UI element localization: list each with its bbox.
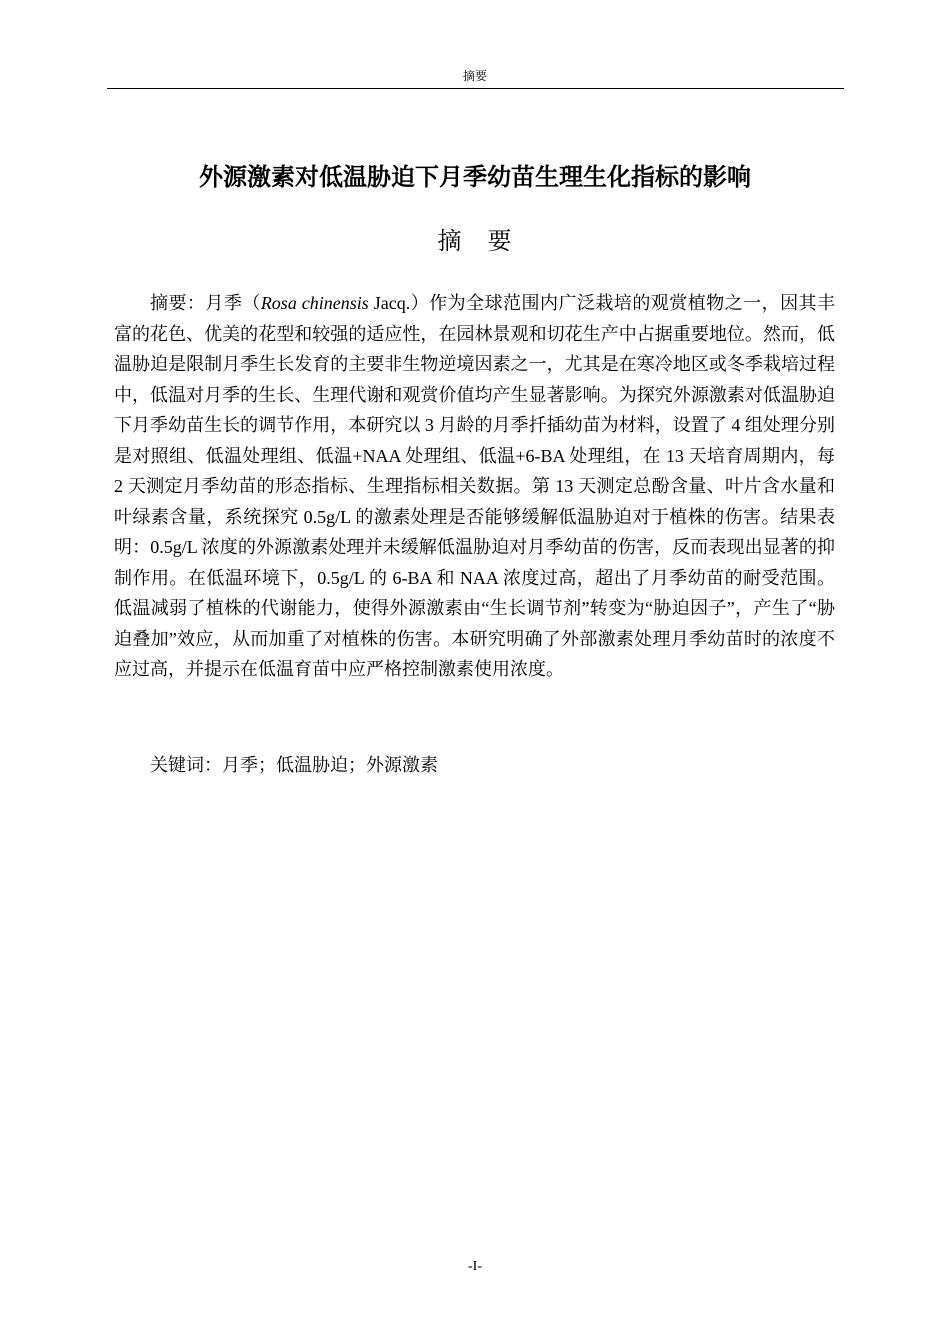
keywords-line: 关键词：月季；低温胁迫；外源激素 (150, 755, 438, 775)
section-heading-abstract: 摘 要 (437, 227, 513, 255)
header-rule (107, 88, 844, 89)
abstract-paragraph (114, 288, 835, 685)
abstract-body: Jacq.）作为全球范围内广泛栽培的观赏植物之一，因其丰富的花色、优美的花型和较强的适应性，在园林景观和切花生产中占据重要地位。然而，低温胁迫是限制月季生长发育的主要非生物逆境因素之一，尤其是在寒冷地区或冬季栽培过程中，低温对月季的生长、生理代谢和观赏价值均产生显著影响。为探究外源激素对低温胁迫下月季幼苗生长的调节作用，本研究以 3 月龄的月季扦插幼苗为材料，设置了 4 组处理分别是对照组、低温处理组、低温+NAA 处理组、低温+6-BA 处理组，在 13 天培育周期内，每 2 天测定月季幼苗的形态指标、生理指标相关数据。第 13 天测定总酚含量、叶片含水量和叶绿素含量，系统探究 0.5g/L 的激素处理是否能够缓解低温胁迫对于植株的伤害。结果表明：0.5g/L 浓度的外源激素处理并未缓解低温胁迫对月季幼苗的伤害，反而表现出显著的抑制作用。在低温环境下，0.5g/L 的 6-BA 和 NAA 浓度过高，超出了月季幼苗的耐受范围。低温减弱了植株的代谢能力，使得外源激素由“生长调节剂”转变为“胁迫因子”，产生了“胁迫叠加”效应，从而加重了对植株的伤害。本研究明确了外部激素处理月季幼苗时的浓度不应过高，并提示在低温育苗中应严格控制激素使用浓度。 (114, 293, 836, 679)
page-number: -I- (468, 1259, 482, 1274)
abstract-lead-label: 摘要：月季（ (150, 293, 261, 313)
species-name: Rosa chinensis (260, 293, 369, 313)
document-title: 外源激素对低温胁迫下月季幼苗生理生化指标的影响 (199, 163, 751, 191)
running-header: 摘要 (462, 69, 487, 83)
